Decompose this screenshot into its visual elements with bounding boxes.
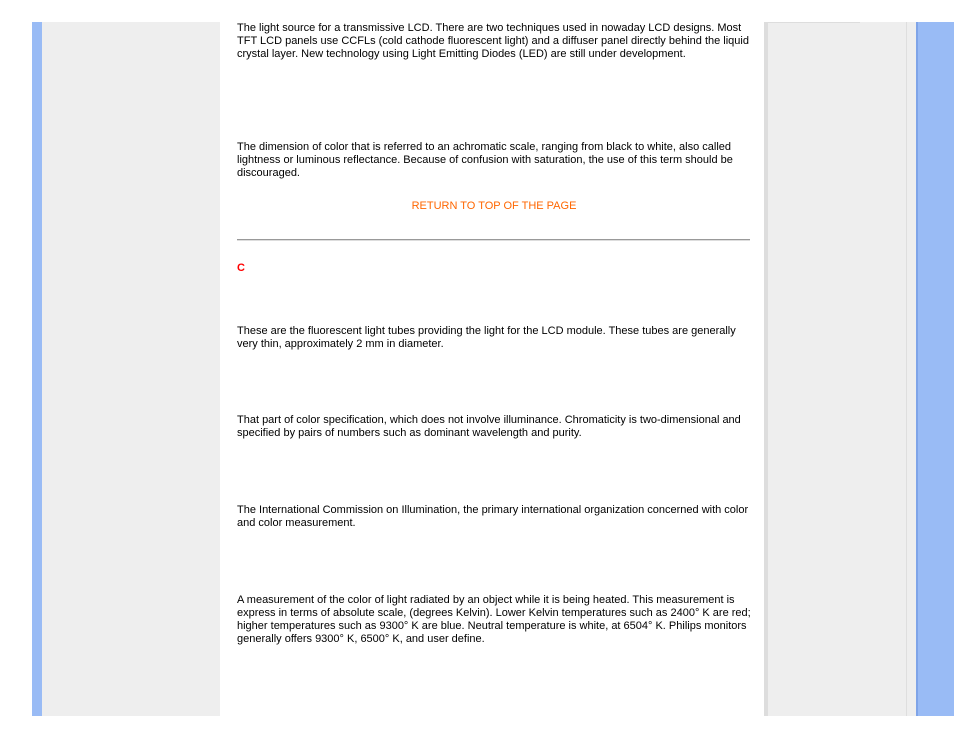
definition-color-temperature: A measurement of the color of light radiated by an object while it is being heated. This measurement is express in terms of absolute scale, (degrees Kelvin). Lower Kelvin temperatures such as 2400° K are red; higher temperatures such as 9300° K are blue. Neutral temperature is white, at 6504° K. Philips monitors generally offers 9300° K, 6500° K, and user define. [237, 594, 751, 645]
section-divider [237, 239, 750, 241]
return-to-top-link[interactable]: RETURN TO TOP OF THE PAGE [411, 200, 577, 212]
right-panel-shadow [764, 22, 768, 716]
right-gray-panel [764, 22, 918, 716]
left-blue-bar [32, 22, 42, 716]
right-panel-divider [906, 22, 907, 716]
definition-brightness: The dimension of color that is referred to an achromatic scale, ranging from black to white, also called lightness or luminous reflectance. Because of confusion with saturation, the use of this term should be discouraged. [237, 141, 733, 179]
definition-cie: The International Commission on Illumination, the primary international organization concerned with color and color measurement. [237, 504, 749, 529]
right-bar-edge [916, 22, 918, 716]
main-content [237, 22, 751, 716]
right-blue-bar [916, 22, 954, 716]
section-letter-c: C [237, 262, 245, 274]
definition-chromaticity: That part of color specification, which does not involve illuminance. Chromaticity is two-dimensional and specified by pairs of numbers such as dominant wavelength and purity. [237, 414, 741, 439]
left-gray-panel [42, 22, 220, 716]
right-panel-top-line [768, 22, 860, 23]
definition-backlight: The light source for a transmissive LCD. There are two techniques used in nowaday LCD designs. Most TFT LCD panels use CCFLs (cold cathode fluorescent light) and a diffuser panel directly behind the liquid crystal layer. New technology using Light Emitting Diodes (LED) are still under development. [237, 22, 749, 60]
definition-ccfl: These are the fluorescent light tubes providing the light for the LCD module. These tubes are generally very thin, approximately 2 mm in diameter. [237, 325, 736, 350]
